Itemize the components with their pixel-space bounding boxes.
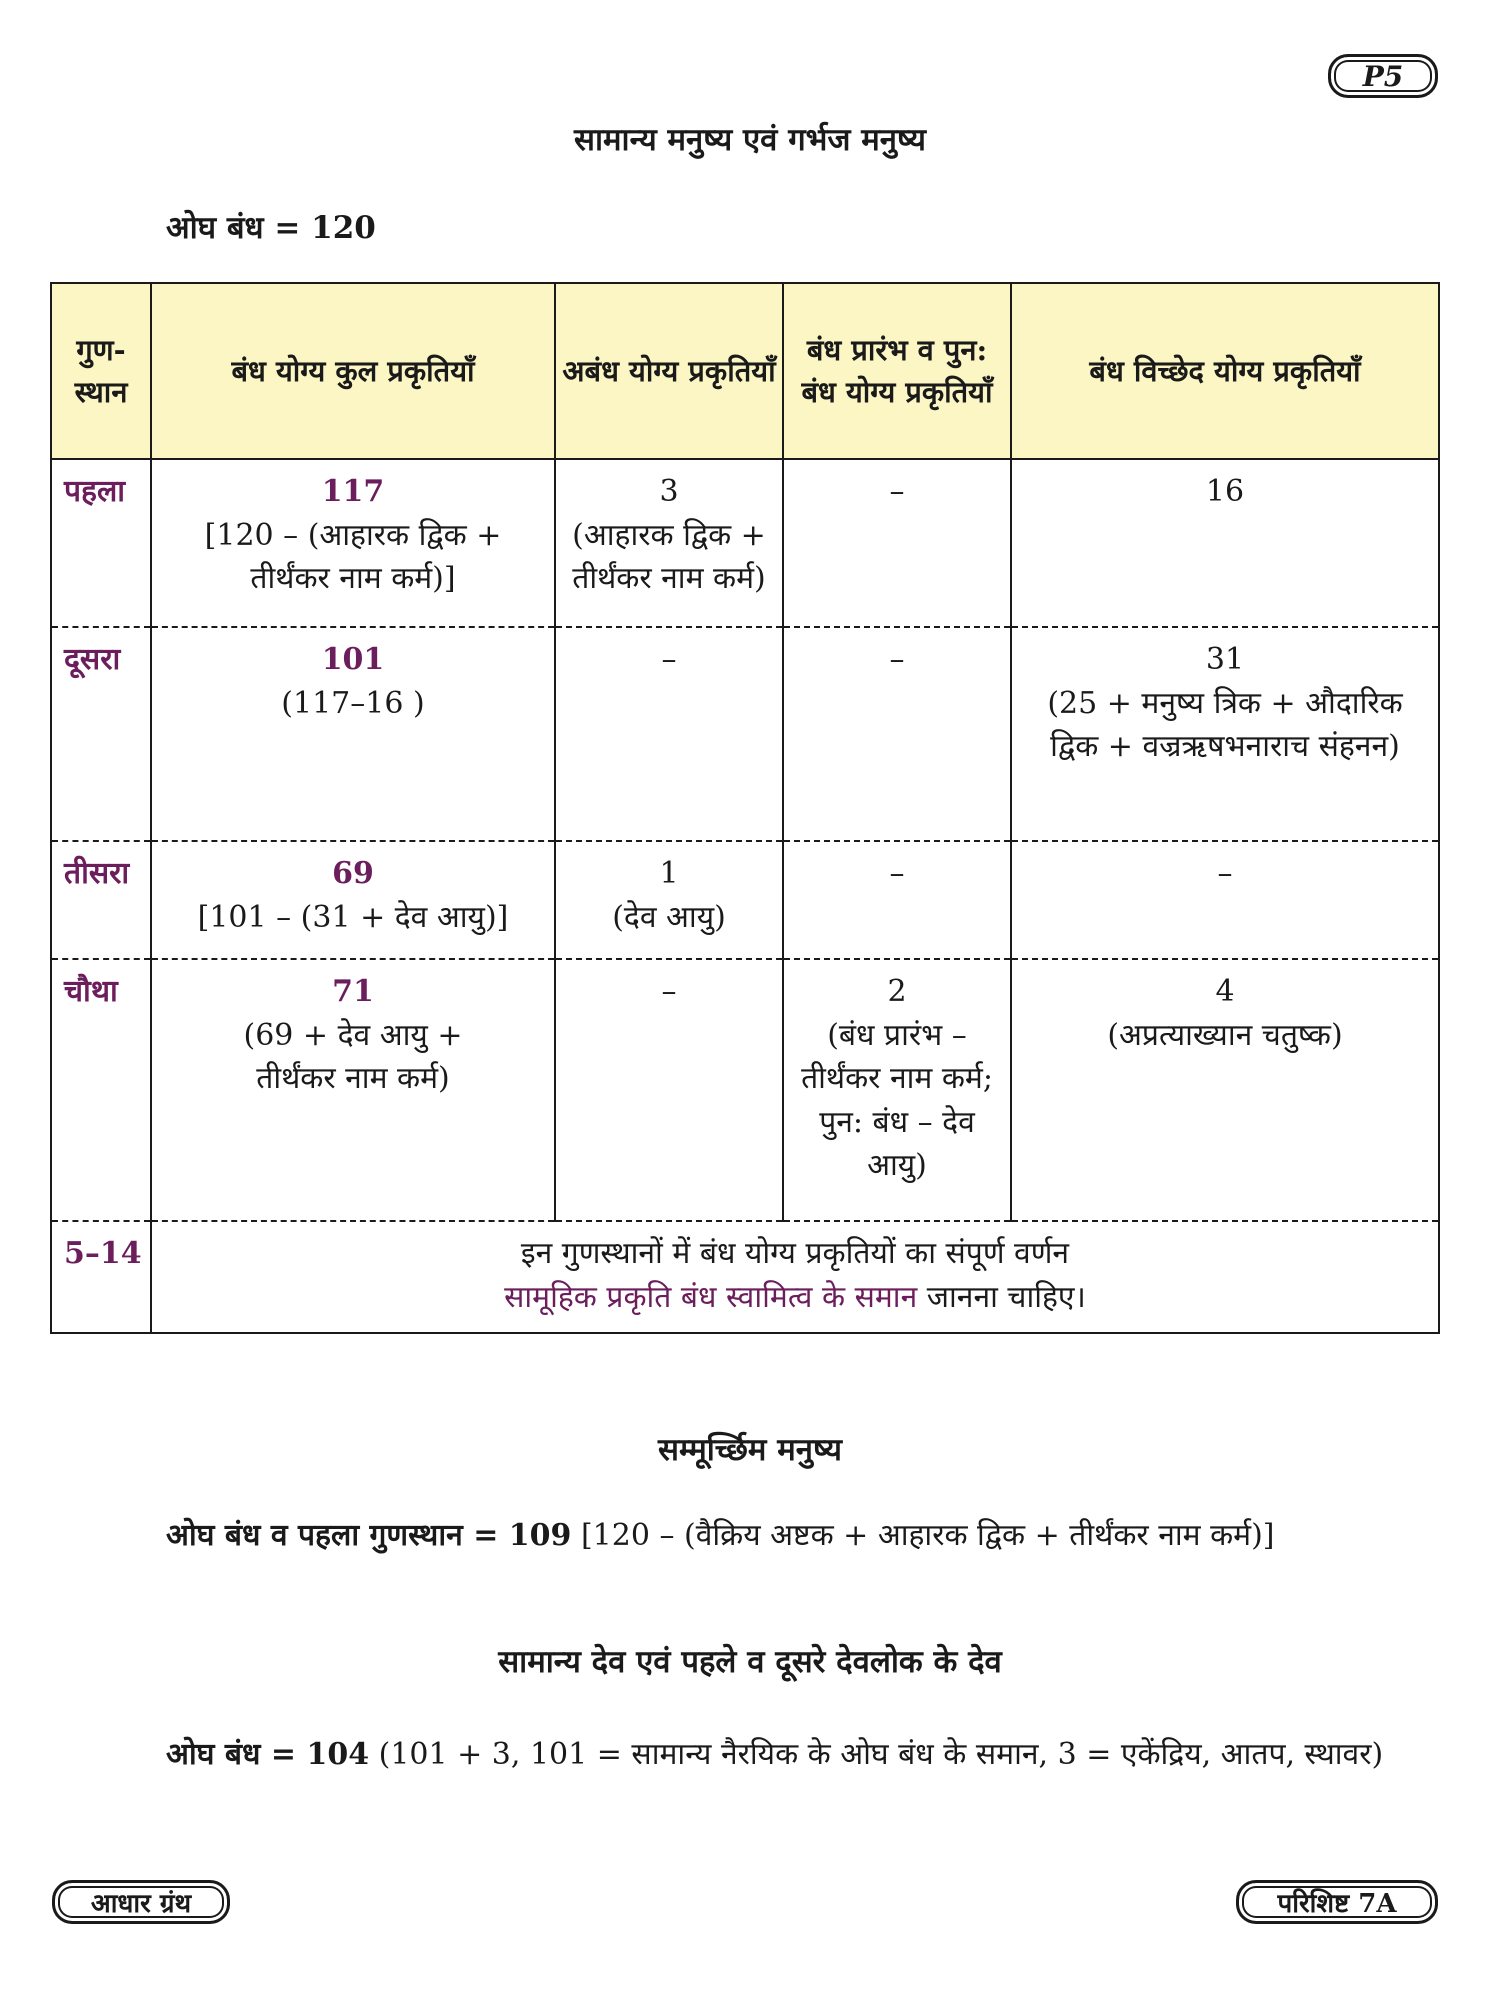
prarambh-cell: [783, 959, 1011, 1221]
abandh-number: –: [661, 642, 677, 677]
section-title-samanya-dev: सामान्य देव एवं पहले व दूसरे देवलोक के देव: [498, 1644, 1002, 1680]
vichhed-note: (अप्रत्याख्यान चतुष्क): [1107, 1017, 1343, 1053]
vichhed-cell: [1011, 627, 1439, 841]
prarambh-cell: [783, 459, 1011, 627]
ogh-bandh-value: 120: [311, 210, 376, 246]
footer-right-badge: [1236, 1880, 1438, 1924]
gunasthan-cell: दूसरा: [51, 627, 151, 841]
prarambh-value: 2: [887, 974, 907, 1009]
abandh-cell: [555, 627, 783, 841]
ogh-bandh-label: ओघ बंध =: [166, 210, 301, 246]
abandh-cell: [555, 959, 783, 1221]
bandh-yogya-number: 71: [332, 974, 374, 1009]
vichhed-number: –: [1217, 856, 1233, 891]
page-number-badge: [1328, 54, 1438, 98]
bandh-table: [50, 282, 1440, 1334]
bandh-yogya-cell: [151, 459, 555, 627]
prarambh-note: (बंध प्रारंभ – तीर्थंकर नाम कर्म; पुन: बंध – देव आयु): [801, 1017, 993, 1183]
section-title-samanya-manushya: सामान्य मनुष्य एवं गर्भज मनुष्य: [574, 122, 926, 158]
abandh-cell: [555, 459, 783, 627]
bandh-yogya-number: 117: [321, 474, 385, 509]
prarambh-cell: [783, 627, 1011, 841]
abandh-number: –: [661, 974, 677, 1009]
table-header-row: [51, 283, 1439, 459]
footer-left-text: आधार ग्रंथ: [90, 1889, 192, 1919]
header-prarambh: बंध प्रारंभ व पुन: बंध योग्य प्रकृतियाँ: [783, 283, 1011, 459]
table-row: [51, 459, 1439, 627]
sammurchhim-ogh-bandh-rest: [120 – (वैक्रिय अष्टक + आहारक द्विक + तीर्थंकर नाम कर्म)]: [571, 1518, 1275, 1553]
page-number: P5: [1362, 59, 1404, 93]
header-gunasthan: गुण-स्थान: [51, 283, 151, 459]
abandh-note: (आहारक द्विक + तीर्थंकर नाम कर्म): [572, 517, 766, 596]
collective-note-highlight: सामूहिक प्रकृति बंध स्वामित्व के समान: [504, 1279, 918, 1315]
collective-note-cell: [151, 1221, 1439, 1333]
dev-ogh-bandh-bold: ओघ बंध = 104: [166, 1737, 370, 1772]
gunasthan-cell: चौथा: [51, 959, 151, 1221]
bandh-yogya-note: (69 + देव आयु + तीर्थंकर नाम कर्म): [243, 1017, 463, 1096]
bandh-yogya-cell: [151, 841, 555, 959]
collective-note-line2: [156, 1276, 1434, 1320]
footer-left-badge: [52, 1880, 230, 1924]
dev-ogh-bandh-rest: (101 + 3, 101 = सामान्य नैरयिक के ओघ बंध के समान, 3 = एकेंद्रिय, आतप, स्थावर): [369, 1737, 1384, 1772]
vichhed-cell: [1011, 841, 1439, 959]
header-bandh-yogya: बंध योग्य कुल प्रकृतियाँ: [151, 283, 555, 459]
section-title-sammurchhim-manushya: सम्मूर्च्छिम मनुष्य: [658, 1432, 842, 1468]
collective-note-line1: इन गुणस्थानों में बंध योग्य प्रकृतियों का संपूर्ण वर्णन: [520, 1236, 1070, 1271]
footer-right-text: परिशिष्ट 7A: [1277, 1889, 1397, 1919]
table-row: [51, 959, 1439, 1221]
table-row-gunasthan-5-14: [51, 1221, 1439, 1333]
sammurchhim-ogh-bandh-line: [166, 1514, 1446, 1558]
bandh-yogya-note: (117–16 ): [281, 685, 425, 721]
bandh-yogya-note: [120 – (आहारक द्विक + तीर्थंकर नाम कर्म)]: [204, 517, 502, 596]
vichhed-note: (25 + मनुष्य त्रिक + औदारिक द्विक + वज्रऋषभनाराच संहनन): [1047, 685, 1403, 764]
header-vichhed: बंध विच्छेद योग्य प्रकृतियाँ: [1011, 283, 1439, 459]
bandh-yogya-cell: [151, 959, 555, 1221]
dev-ogh-bandh-line: [52, 1730, 1438, 1780]
table-row: [51, 627, 1439, 841]
abandh-note: (देव आयु): [612, 899, 726, 935]
gunasthan-cell: पहला: [51, 459, 151, 627]
prarambh-cell: [783, 841, 1011, 959]
ogh-bandh-line: [166, 206, 376, 251]
prarambh-value: –: [889, 474, 905, 509]
header-abandh: अबंध योग्य प्रकृतियाँ: [555, 283, 783, 459]
prarambh-value: –: [889, 642, 905, 677]
gunasthan-cell: तीसरा: [51, 841, 151, 959]
vichhed-cell: [1011, 459, 1439, 627]
sammurchhim-ogh-bandh-bold: ओघ बंध व पहला गुणस्थान = 109: [166, 1518, 572, 1553]
vichhed-number: 4: [1215, 974, 1235, 1009]
abandh-number: 3: [659, 474, 679, 509]
collective-note-rest: जानना चाहिए।: [917, 1279, 1086, 1315]
abandh-cell: [555, 841, 783, 959]
abandh-number: 1: [659, 856, 679, 891]
gunasthan-cell: 5–14: [51, 1221, 151, 1333]
vichhed-number: 16: [1205, 474, 1245, 509]
vichhed-number: 31: [1205, 642, 1245, 677]
bandh-yogya-cell: [151, 627, 555, 841]
vichhed-cell: [1011, 959, 1439, 1221]
bandh-yogya-number: 101: [321, 642, 385, 677]
table-row: [51, 841, 1439, 959]
bandh-yogya-note: [101 – (31 + देव आयु)]: [197, 899, 509, 935]
bandh-yogya-number: 69: [332, 856, 374, 891]
prarambh-value: –: [889, 856, 905, 891]
